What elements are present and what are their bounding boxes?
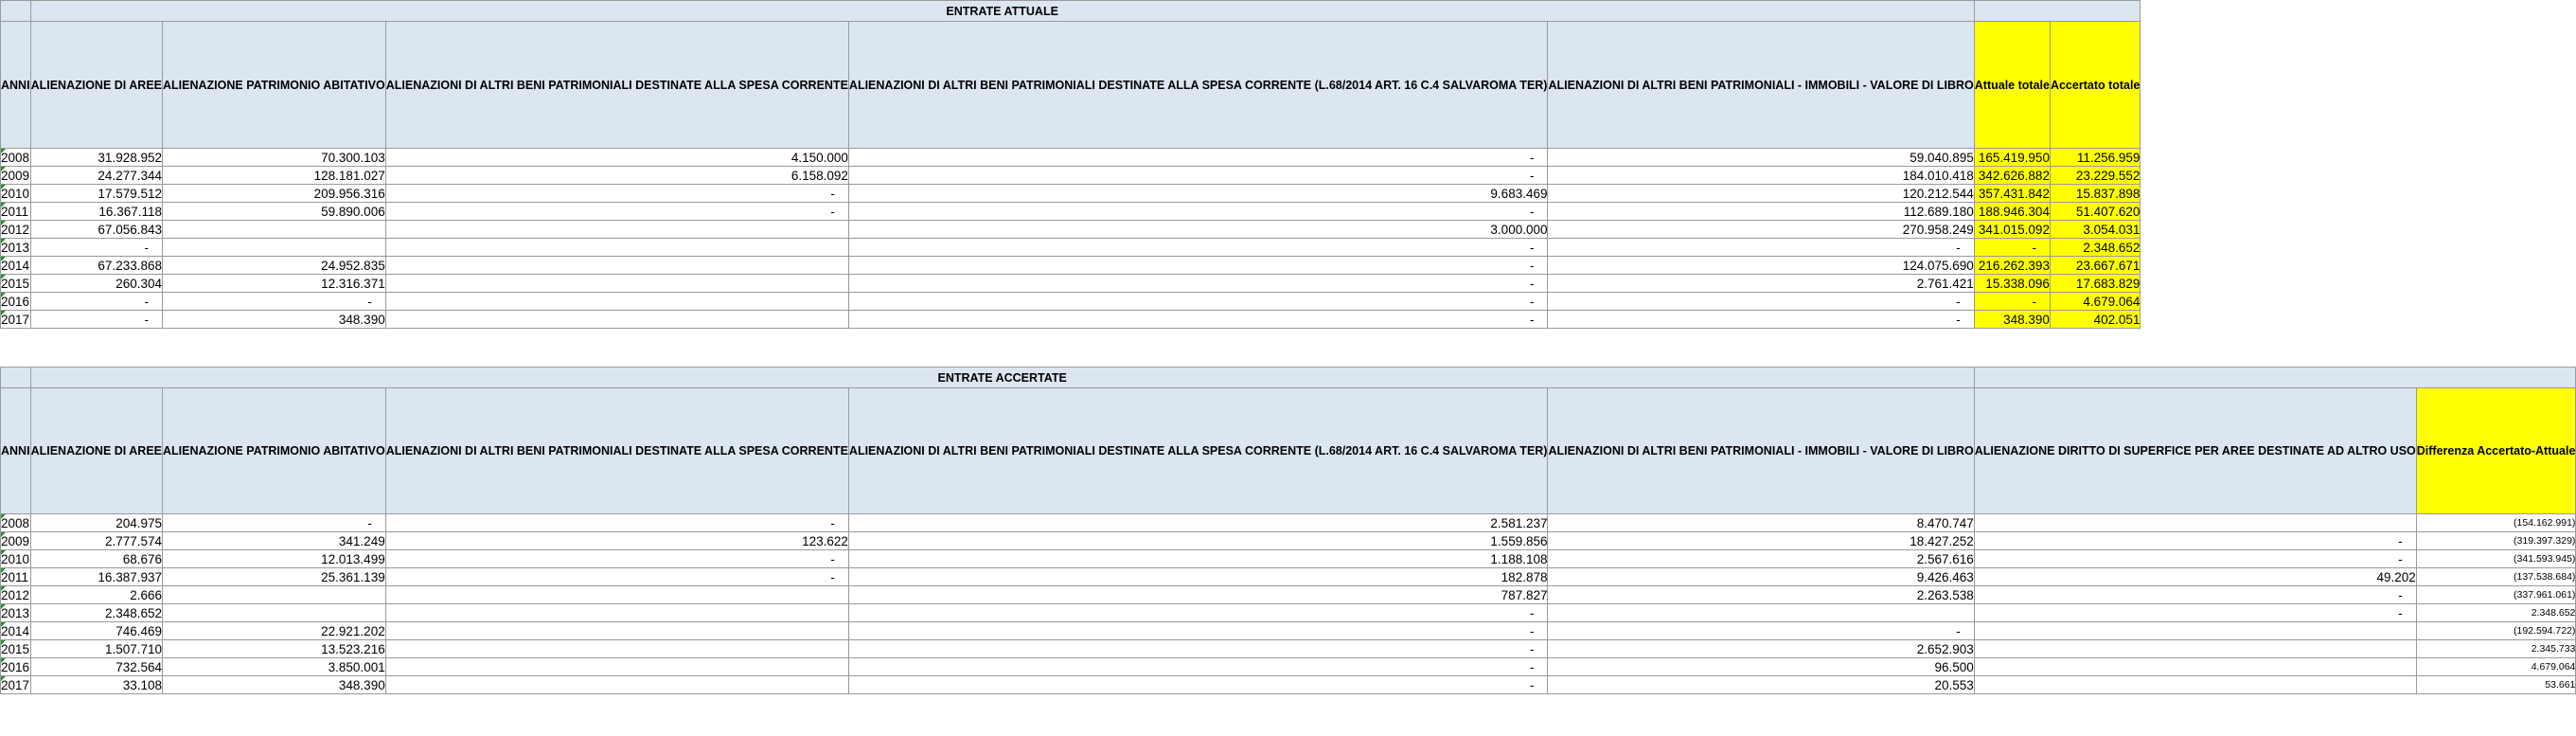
year-label: 2008 <box>1 515 30 530</box>
value-cell: - <box>1974 239 2050 257</box>
value-cell: (341.593.945) <box>2416 550 2576 568</box>
value-cell: 15.837.898 <box>2050 185 2140 203</box>
table-row <box>1 293 2141 311</box>
year-label: 2013 <box>1 240 30 255</box>
value-cell <box>385 311 848 329</box>
value-cell: - <box>1548 622 1974 640</box>
value-cell: - <box>1974 293 2050 311</box>
value-cell: 12.013.499 <box>163 550 386 568</box>
table-row <box>1 149 2141 167</box>
blank-header-cell <box>1974 368 2576 388</box>
value-cell: 33.108 <box>30 676 162 694</box>
value-cell: - <box>1548 293 1974 311</box>
column-header: ALIENAZIONE DI AREE <box>30 22 162 149</box>
column-header: Attuale totale <box>1974 22 2050 149</box>
table-row <box>1 676 2576 694</box>
table-entrate-attuale <box>0 0 2141 329</box>
value-cell <box>163 221 386 239</box>
cell-indicator-icon <box>1 293 6 297</box>
value-cell: 209.956.316 <box>163 185 386 203</box>
value-cell: 270.958.249 <box>1548 221 1974 239</box>
value-cell: 165.419.950 <box>1974 149 2050 167</box>
year-cell <box>1 568 31 586</box>
cell-indicator-icon <box>1 604 6 609</box>
value-cell: - <box>30 293 162 311</box>
value-cell: 746.469 <box>30 622 162 640</box>
header-row <box>1 22 2141 149</box>
column-header: ALIENAZIONE DIRITTO DI SUPERFICE PER AREE DESTINATE AD ALTRO USO <box>1974 388 2416 514</box>
corner-cell <box>1 368 31 388</box>
value-cell: 49.202 <box>1974 568 2416 586</box>
value-cell: - <box>848 293 1548 311</box>
value-cell: 123.622 <box>385 532 848 550</box>
cell-indicator-icon <box>1 640 6 645</box>
value-cell <box>385 239 848 257</box>
value-cell: 9.426.463 <box>1548 568 1974 586</box>
value-cell: - <box>848 640 1548 658</box>
value-cell: 2.348.652 <box>2050 239 2140 257</box>
title-row <box>1 1 2141 22</box>
value-cell: 59.040.895 <box>1548 149 1974 167</box>
value-cell: - <box>1974 586 2416 604</box>
value-cell: 2.348.652 <box>30 604 162 622</box>
cell-indicator-icon <box>1 203 6 207</box>
table-row <box>1 311 2141 329</box>
table-row <box>1 568 2576 586</box>
value-cell: - <box>848 604 1548 622</box>
table-row <box>1 586 2576 604</box>
table-row <box>1 239 2141 257</box>
cell-indicator-icon <box>1 275 6 279</box>
year-cell <box>1 640 31 658</box>
value-cell: 12.316.371 <box>163 275 386 293</box>
value-cell: 31.928.952 <box>30 149 162 167</box>
value-cell: - <box>1548 311 1974 329</box>
value-cell: - <box>1974 604 2416 622</box>
cell-indicator-icon <box>1 676 6 681</box>
value-cell: 2.567.616 <box>1548 550 1974 568</box>
value-cell <box>1974 622 2416 640</box>
value-cell: 24.952.835 <box>163 257 386 275</box>
year-cell <box>1 514 31 532</box>
value-cell: (319.397.329) <box>2416 532 2576 550</box>
value-cell: 59.890.006 <box>163 203 386 221</box>
value-cell: 3.054.031 <box>2050 221 2140 239</box>
value-cell: 260.304 <box>30 275 162 293</box>
value-cell: 68.676 <box>30 550 162 568</box>
cell-indicator-icon <box>1 550 6 555</box>
table-row <box>1 221 2141 239</box>
table-row <box>1 257 2141 275</box>
value-cell: 188.946.304 <box>1974 203 2050 221</box>
value-cell: 8.470.747 <box>1548 514 1974 532</box>
column-header: ANNI <box>1 388 31 514</box>
value-cell: 23.229.552 <box>2050 167 2140 185</box>
value-cell: 13.523.216 <box>163 640 386 658</box>
value-cell <box>385 586 848 604</box>
value-cell: 4.150.000 <box>385 149 848 167</box>
column-header: ALIENAZIONI DI ALTRI BENI PATRIMONIALI DESTINATE ALLA SPESA CORRENTE (L.68/2014 ART. 16 C.4 SALVAROMA TER) <box>848 388 1548 514</box>
year-label: 2008 <box>1 150 30 165</box>
year-label: 2015 <box>1 276 30 291</box>
year-cell <box>1 550 31 568</box>
value-cell: 18.427.252 <box>1548 532 1974 550</box>
table-title: ENTRATE ATTUALE <box>30 1 1974 22</box>
value-cell: - <box>163 514 386 532</box>
year-label: 2010 <box>1 186 30 201</box>
value-cell: - <box>848 622 1548 640</box>
value-cell: 15.338.096 <box>1974 275 2050 293</box>
year-label: 2013 <box>1 605 30 620</box>
cell-indicator-icon <box>1 658 6 663</box>
year-label: 2009 <box>1 168 30 183</box>
year-cell <box>1 311 31 329</box>
cell-indicator-icon <box>1 568 6 573</box>
table-row <box>1 532 2576 550</box>
value-cell: 17.579.512 <box>30 185 162 203</box>
column-header: ALIENAZIONE PATRIMONIO ABITATIVO <box>163 388 386 514</box>
year-cell <box>1 221 31 239</box>
year-label: 2010 <box>1 551 30 566</box>
year-cell <box>1 293 31 311</box>
table-row <box>1 550 2576 568</box>
value-cell <box>385 658 848 676</box>
value-cell: 25.361.139 <box>163 568 386 586</box>
cell-indicator-icon <box>1 514 6 519</box>
value-cell: 120.212.544 <box>1548 185 1974 203</box>
value-cell: 2.652.903 <box>1548 640 1974 658</box>
table-entrate-accertate <box>0 367 2576 694</box>
year-cell <box>1 658 31 676</box>
value-cell <box>1974 514 2416 532</box>
value-cell: 2.263.538 <box>1548 586 1974 604</box>
value-cell: 787.827 <box>848 586 1548 604</box>
value-cell: 20.553 <box>1548 676 1974 694</box>
value-cell <box>385 221 848 239</box>
value-cell: - <box>1974 532 2416 550</box>
value-cell <box>163 586 386 604</box>
value-cell: - <box>1548 239 1974 257</box>
value-cell: 16.387.937 <box>30 568 162 586</box>
column-header: Differenza Accertato-Attuale <box>2416 388 2576 514</box>
column-header: ALIENAZIONI DI ALTRI BENI PATRIMONIALI - IMMOBILI - VALORE DI LIBRO <box>1548 22 1974 149</box>
value-cell: 1.559.856 <box>848 532 1548 550</box>
year-cell <box>1 203 31 221</box>
value-cell: 11.256.959 <box>2050 149 2140 167</box>
year-label: 2012 <box>1 587 30 602</box>
value-cell: - <box>163 293 386 311</box>
year-label: 2017 <box>1 677 30 692</box>
year-label: 2015 <box>1 641 30 656</box>
value-cell: 184.010.418 <box>1548 167 1974 185</box>
table-row <box>1 514 2576 532</box>
value-cell: 70.300.103 <box>163 149 386 167</box>
value-cell: (137.538.684) <box>2416 568 2576 586</box>
column-header: ALIENAZIONE DI AREE <box>30 388 162 514</box>
value-cell: 124.075.690 <box>1548 257 1974 275</box>
value-cell: 3.850.001 <box>163 658 386 676</box>
value-cell <box>1548 604 1974 622</box>
column-header: Accertato totale <box>2050 22 2140 149</box>
value-cell: - <box>848 658 1548 676</box>
value-cell: 3.000.000 <box>848 221 1548 239</box>
value-cell <box>385 293 848 311</box>
value-cell: 112.689.180 <box>1548 203 1974 221</box>
column-header: ALIENAZIONI DI ALTRI BENI PATRIMONIALI - IMMOBILI - VALORE DI LIBRO <box>1548 388 1974 514</box>
value-cell: - <box>848 167 1548 185</box>
value-cell: 341.249 <box>163 532 386 550</box>
table-row <box>1 185 2141 203</box>
value-cell <box>163 239 386 257</box>
table-row <box>1 640 2576 658</box>
year-cell <box>1 676 31 694</box>
value-cell: 348.390 <box>1974 311 2050 329</box>
value-cell: - <box>385 550 848 568</box>
value-cell <box>163 604 386 622</box>
cell-indicator-icon <box>1 257 6 261</box>
value-cell: 17.683.829 <box>2050 275 2140 293</box>
year-cell <box>1 167 31 185</box>
value-cell: 216.262.393 <box>1974 257 2050 275</box>
year-cell <box>1 275 31 293</box>
year-label: 2014 <box>1 623 30 638</box>
column-header: ALIENAZIONI DI ALTRI BENI PATRIMONIALI DESTINATE ALLA SPESA CORRENTE <box>385 388 848 514</box>
value-cell: (337.961.061) <box>2416 586 2576 604</box>
cell-indicator-icon <box>1 532 6 537</box>
title-row <box>1 368 2576 388</box>
value-cell: 342.626.882 <box>1974 167 2050 185</box>
year-label: 2016 <box>1 294 30 309</box>
value-cell <box>385 257 848 275</box>
column-header: ALIENAZIONI DI ALTRI BENI PATRIMONIALI DESTINATE ALLA SPESA CORRENTE (L.68/2014 ART. 16 C.4 SALVAROMA TER) <box>848 22 1548 149</box>
blank-header-cell <box>1974 1 2141 22</box>
value-cell: - <box>30 311 162 329</box>
value-cell: - <box>848 676 1548 694</box>
year-label: 2011 <box>1 204 29 219</box>
value-cell: (154.162.991) <box>2416 514 2576 532</box>
value-cell: 182.878 <box>848 568 1548 586</box>
table-row <box>1 167 2141 185</box>
value-cell: (192.594.722) <box>2416 622 2576 640</box>
value-cell: 67.233.868 <box>30 257 162 275</box>
year-label: 2011 <box>1 569 29 584</box>
value-cell: - <box>385 514 848 532</box>
value-cell: 204.975 <box>30 514 162 532</box>
value-cell: 2.666 <box>30 586 162 604</box>
value-cell: 1.188.108 <box>848 550 1548 568</box>
value-cell: 6.158.092 <box>385 167 848 185</box>
value-cell <box>385 640 848 658</box>
year-cell <box>1 532 31 550</box>
value-cell: 357.431.842 <box>1974 185 2050 203</box>
cell-indicator-icon <box>1 586 6 591</box>
value-cell: 53.661 <box>2416 676 2576 694</box>
value-cell: 2.761.421 <box>1548 275 1974 293</box>
value-cell: 2.777.574 <box>30 532 162 550</box>
cell-indicator-icon <box>1 167 6 171</box>
value-cell: 1.507.710 <box>30 640 162 658</box>
value-cell: 4.679.064 <box>2050 293 2140 311</box>
value-cell: 732.564 <box>30 658 162 676</box>
value-cell: 2.581.237 <box>848 514 1548 532</box>
header-row <box>1 388 2576 514</box>
column-header: ANNI <box>1 22 31 149</box>
value-cell: 16.367.118 <box>30 203 162 221</box>
cell-indicator-icon <box>1 622 6 627</box>
value-cell: 402.051 <box>2050 311 2140 329</box>
year-cell <box>1 185 31 203</box>
value-cell: - <box>848 149 1548 167</box>
value-cell <box>385 275 848 293</box>
value-cell: 2.348.652 <box>2416 604 2576 622</box>
year-cell <box>1 586 31 604</box>
table-row <box>1 622 2576 640</box>
year-cell <box>1 622 31 640</box>
value-cell <box>1974 676 2416 694</box>
value-cell: 67.056.843 <box>30 221 162 239</box>
value-cell <box>385 676 848 694</box>
year-label: 2014 <box>1 258 30 273</box>
table-row <box>1 203 2141 221</box>
value-cell: 128.181.027 <box>163 167 386 185</box>
value-cell: 96.500 <box>1548 658 1974 676</box>
value-cell <box>1974 658 2416 676</box>
year-label: 2009 <box>1 533 30 548</box>
value-cell: 4.679.064 <box>2416 658 2576 676</box>
cell-indicator-icon <box>1 311 6 315</box>
year-label: 2016 <box>1 659 30 674</box>
value-cell <box>1974 640 2416 658</box>
year-cell <box>1 257 31 275</box>
year-cell <box>1 149 31 167</box>
table-row <box>1 275 2141 293</box>
table-row <box>1 604 2576 622</box>
table-row <box>1 658 2576 676</box>
value-cell: - <box>385 203 848 221</box>
cell-indicator-icon <box>1 239 6 243</box>
value-cell: - <box>848 239 1548 257</box>
value-cell: 341.015.092 <box>1974 221 2050 239</box>
column-header: ALIENAZIONI DI ALTRI BENI PATRIMONIALI DESTINATE ALLA SPESA CORRENTE <box>385 22 848 149</box>
value-cell: - <box>848 311 1548 329</box>
value-cell: 51.407.620 <box>2050 203 2140 221</box>
cell-indicator-icon <box>1 185 6 189</box>
value-cell <box>385 604 848 622</box>
value-cell <box>385 622 848 640</box>
column-header: ALIENAZIONE PATRIMONIO ABITATIVO <box>163 22 386 149</box>
value-cell: - <box>848 275 1548 293</box>
value-cell: 348.390 <box>163 676 386 694</box>
value-cell: 348.390 <box>163 311 386 329</box>
cell-indicator-icon <box>1 221 6 225</box>
value-cell: - <box>385 185 848 203</box>
value-cell: 24.277.344 <box>30 167 162 185</box>
cell-indicator-icon <box>1 149 6 153</box>
value-cell: - <box>385 568 848 586</box>
value-cell: 22.921.202 <box>163 622 386 640</box>
value-cell: - <box>848 257 1548 275</box>
value-cell: - <box>30 239 162 257</box>
value-cell: 23.667.671 <box>2050 257 2140 275</box>
value-cell: - <box>1974 550 2416 568</box>
corner-cell <box>1 1 31 22</box>
year-label: 2012 <box>1 222 30 237</box>
value-cell: 9.683.469 <box>848 185 1548 203</box>
value-cell: - <box>848 203 1548 221</box>
year-cell <box>1 239 31 257</box>
year-cell <box>1 604 31 622</box>
value-cell: 2.345.733 <box>2416 640 2576 658</box>
year-label: 2017 <box>1 312 30 327</box>
table-title: ENTRATE ACCERTATE <box>30 368 1974 388</box>
